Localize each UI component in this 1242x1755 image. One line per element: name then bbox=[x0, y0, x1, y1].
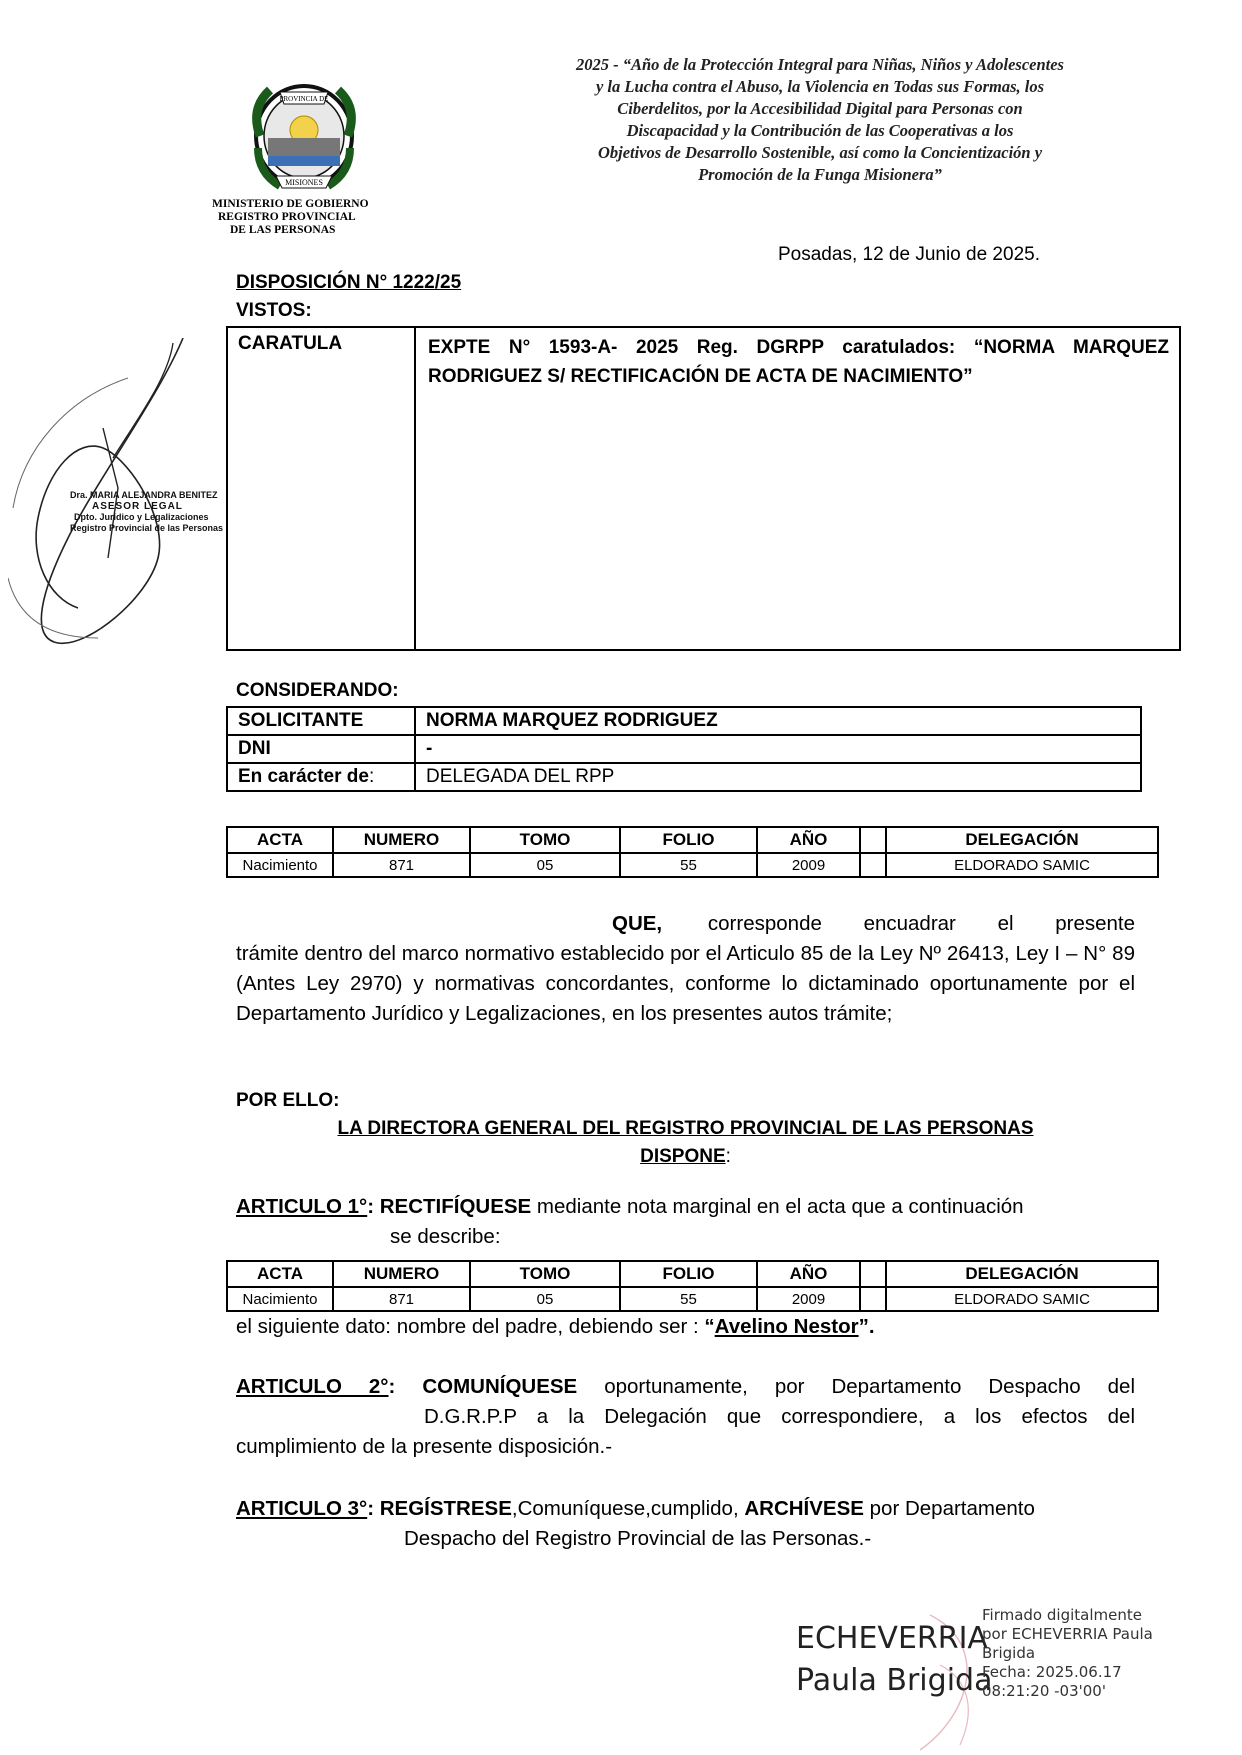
signature-info-line: 08:21:20 -03'00' bbox=[982, 1682, 1106, 1700]
quote-open: “ bbox=[704, 1315, 715, 1338]
articulo-3-line2: Despacho del Registro Provincial de las Personas.- bbox=[404, 1527, 872, 1550]
dispone-colon: : bbox=[725, 1146, 731, 1167]
que-paragraph bbox=[236, 909, 1135, 1029]
solicitante-label: SOLICITANTE bbox=[227, 707, 415, 735]
digital-signature-info bbox=[982, 1606, 1153, 1701]
articulo-2-label: ARTICULO 2° bbox=[236, 1375, 389, 1398]
table-row bbox=[227, 1287, 1158, 1311]
column-header: DELEGACIÓN bbox=[886, 827, 1158, 853]
table-cell: 2009 bbox=[757, 853, 860, 877]
articulo-1-line2: se describe: bbox=[390, 1225, 501, 1248]
caratula-value: EXPTE N° 1593-A- 2025 Reg. DGRPP caratulados: “NORMA MARQUEZ RODRIGUEZ S/ RECTIFICACIÓN DE ACTA DE NACIMIENTO” bbox=[428, 337, 1169, 387]
ministry-line: DE LAS PERSONAS bbox=[230, 224, 336, 236]
disposition-number: DISPOSICIÓN N° 1222/25 bbox=[236, 272, 462, 293]
solicitante-table bbox=[226, 706, 1142, 792]
column-header: AÑO bbox=[757, 827, 860, 853]
column-header: DELEGACIÓN bbox=[886, 1261, 1158, 1287]
column-header: FOLIO bbox=[620, 1261, 757, 1287]
table-cell: 871 bbox=[333, 1287, 470, 1311]
articulo-2-line bbox=[236, 1372, 1135, 1402]
stamp-line: Dra. MARIA ALEJANDRA BENITEZ bbox=[70, 490, 218, 500]
articulo-1-text: mediante nota marginal en el acta que a continuación bbox=[531, 1195, 1024, 1218]
quote-close: ”. bbox=[858, 1315, 875, 1338]
table-cell: 2009 bbox=[757, 1287, 860, 1311]
que-body: trámite dentro del marco normativo establecido por el Articulo 85 de la Ley Nº 26413, Ley I – N° 89 (Antes Ley 2970) y normativas concordantes, conforme lo dictaminado oportunamente por el Departamento Jurídico y Legalizaciones, en los presentes autos trámite; bbox=[236, 942, 1135, 1025]
signer-name-line: ECHEVERRIA bbox=[796, 1621, 988, 1656]
dni-value: - bbox=[415, 735, 1141, 763]
column-header: FOLIO bbox=[620, 827, 757, 853]
articulo-1-line bbox=[236, 1192, 1135, 1222]
articulo-1-label: ARTICULO 1° bbox=[236, 1195, 368, 1218]
table-row bbox=[227, 735, 1141, 763]
column-header: AÑO bbox=[757, 1261, 860, 1287]
que-first-text: corresponde encuadrar el presente bbox=[707, 912, 1135, 935]
column-header: ACTA bbox=[227, 1261, 333, 1287]
directora-heading: LA DIRECTORA GENERAL DEL REGISTRO PROVINCIAL DE LAS PERSONAS bbox=[337, 1118, 1034, 1139]
ministry-line: REGISTRO PROVINCIAL bbox=[218, 211, 356, 223]
stamp-line: ASESOR LEGAL bbox=[92, 501, 183, 512]
column-header: ACTA bbox=[227, 827, 333, 853]
seal-bottom-text: MISIONES bbox=[285, 178, 323, 187]
articulo-2-verb: COMUNÍQUESE bbox=[422, 1375, 578, 1398]
table-cell: 871 bbox=[333, 853, 470, 877]
caracter-label-colon: : bbox=[368, 766, 375, 787]
table-row bbox=[227, 763, 1141, 791]
signer-name bbox=[796, 1618, 992, 1702]
caratula-label: CARATULA bbox=[238, 333, 343, 354]
articulo-1-colon: : bbox=[367, 1195, 375, 1218]
solicitante-value: NORMA MARQUEZ RODRIGUEZ bbox=[415, 707, 1141, 735]
articulo-2 bbox=[236, 1372, 1135, 1462]
signature-info-line: Firmado digitalmente bbox=[982, 1606, 1142, 1624]
dispone-word: DISPONE bbox=[640, 1146, 726, 1167]
signer-name-line: Paula Brigida bbox=[796, 1663, 993, 1698]
articulo-1-verb: RECTIFÍQUESE bbox=[379, 1195, 532, 1218]
articulo-2-colon: : bbox=[388, 1375, 396, 1398]
column-header bbox=[860, 1261, 886, 1287]
por-ello-heading: POR ELLO: bbox=[236, 1090, 340, 1111]
table-cell: Nacimiento bbox=[227, 1287, 333, 1311]
seal-top-text: PROVINCIA DE bbox=[279, 95, 329, 103]
signature-info-line: por ECHEVERRIA Paula bbox=[982, 1625, 1153, 1643]
acta-table-articulo-1 bbox=[226, 1260, 1159, 1312]
document-date: Posadas, 12 de Junio de 2025. bbox=[778, 244, 1040, 265]
articulo-2-line3: cumplimiento de la presente disposición.- bbox=[236, 1435, 613, 1458]
acta-table bbox=[226, 826, 1159, 878]
articulo-3-mid: ,Comuníquese,cumplido, bbox=[511, 1497, 745, 1520]
caracter-label-text: En carácter de bbox=[238, 766, 369, 787]
column-header: TOMO bbox=[470, 1261, 620, 1287]
dni-label: DNI bbox=[227, 735, 415, 763]
articulo-3-label: ARTICULO 3° bbox=[236, 1497, 368, 1520]
signature-info-line: Fecha: 2025.06.17 bbox=[982, 1663, 1122, 1681]
articulo-2-line2: D.G.R.P.P a la Delegación que correspondiere, a los efectos del bbox=[424, 1405, 1135, 1428]
que-lead: QUE, bbox=[612, 912, 663, 935]
caratula-box bbox=[226, 326, 1181, 651]
column-header: TOMO bbox=[470, 827, 620, 853]
column-header bbox=[860, 827, 886, 853]
articulo-1-after-text: el siguiente dato: nombre del padre, debiendo ser : bbox=[236, 1315, 705, 1338]
column-header: NUMERO bbox=[333, 1261, 470, 1287]
que-first-line bbox=[236, 909, 1135, 939]
table-cell: 55 bbox=[620, 853, 757, 877]
caracter-label bbox=[227, 763, 415, 791]
articulo-3-text: por Departamento bbox=[863, 1497, 1035, 1520]
vistos-heading: VISTOS: bbox=[236, 300, 312, 321]
table-cell: 05 bbox=[470, 853, 620, 877]
province-seal-logo bbox=[240, 78, 368, 198]
caracter-value: DELEGADA DEL RPP bbox=[415, 763, 1141, 791]
articulo-2-text: oportunamente, por Departamento Despacho del bbox=[577, 1375, 1135, 1398]
signature-info-line: Brigida bbox=[982, 1644, 1036, 1662]
table-cell: 55 bbox=[620, 1287, 757, 1311]
table-cell: Nacimiento bbox=[227, 853, 333, 877]
stamp-line: Dpto. Jurídico y Legalizaciones bbox=[74, 512, 209, 522]
dispone-heading bbox=[236, 1146, 1135, 1168]
table-row bbox=[227, 707, 1141, 735]
caratula-divider bbox=[414, 328, 416, 649]
articulo-3-verb2: ARCHÍVESE bbox=[744, 1497, 864, 1520]
year-motto: 2025 - “Año de la Protección Integral para Niñas, Niños y Adolescentes y la Lucha contra el Abuso, la Violencia en Todas sus Formas, los Ciberdelitos, por la Accesibilidad Digital para Personas con Discapacidad y la Contribución de las Cooperativas a los Objetivos de Desarrollo Sostenible, así como la Concientización y Promoción de la Funga Misionera” bbox=[576, 55, 1064, 184]
ministry-header bbox=[212, 198, 369, 237]
articulo-3-verb1: REGÍSTRESE bbox=[379, 1497, 512, 1520]
ministry-line: MINISTERIO DE GOBIERNO bbox=[212, 198, 369, 210]
table-header-row bbox=[227, 1261, 1158, 1287]
table-row bbox=[227, 853, 1158, 877]
table-header-row bbox=[227, 827, 1158, 853]
table-cell: ELDORADO SAMIC bbox=[886, 853, 1158, 877]
table-cell: ELDORADO SAMIC bbox=[886, 1287, 1158, 1311]
stamp-line: Registro Provincial de las Personas bbox=[70, 523, 224, 533]
articulo-1 bbox=[236, 1192, 1135, 1252]
column-header: NUMERO bbox=[333, 827, 470, 853]
table-cell bbox=[860, 1287, 886, 1311]
father-name-value: Avelino Nestor bbox=[714, 1315, 859, 1338]
articulo-3 bbox=[236, 1494, 1135, 1554]
legal-advisor-stamp bbox=[70, 490, 223, 534]
articulo-1-continuation bbox=[236, 1312, 1135, 1342]
articulo-3-colon: : bbox=[367, 1497, 375, 1520]
considerando-heading: CONSIDERANDO: bbox=[236, 680, 399, 701]
articulo-3-line bbox=[236, 1494, 1135, 1524]
table-cell bbox=[860, 853, 886, 877]
table-cell: 05 bbox=[470, 1287, 620, 1311]
